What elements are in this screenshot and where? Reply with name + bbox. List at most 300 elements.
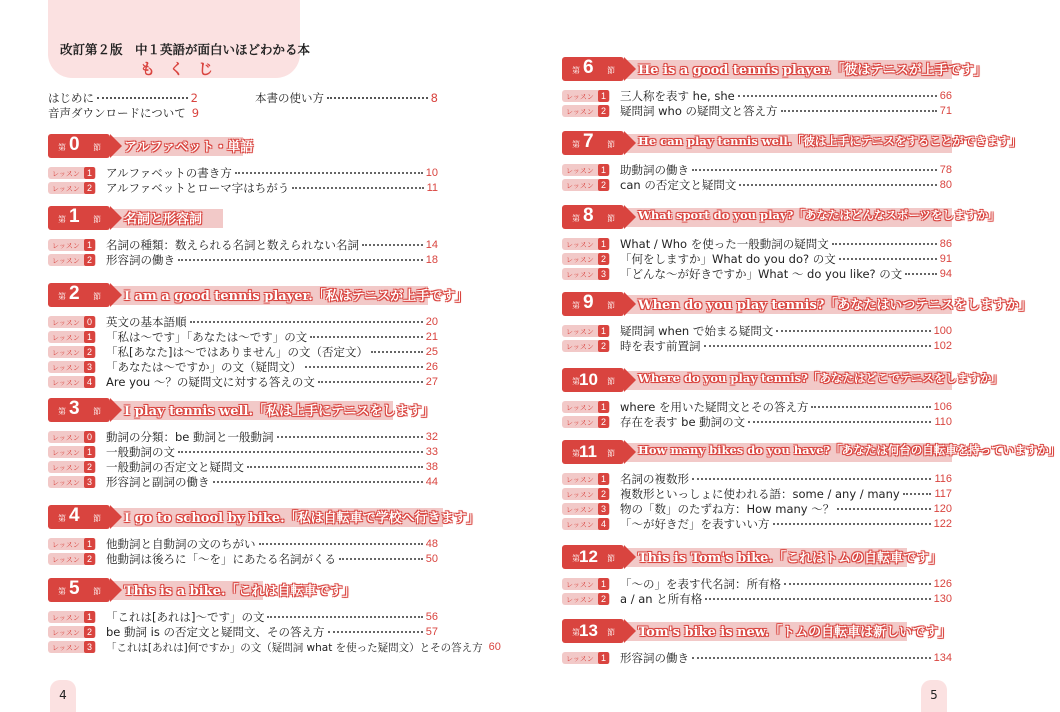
lesson-title: 「～が好きだ」を表すいい方 — [620, 517, 770, 531]
lesson-page: 116 — [934, 473, 952, 485]
lesson-number: 2 — [598, 105, 609, 117]
lesson-page: 11 — [426, 182, 438, 194]
lesson-badge — [562, 416, 610, 428]
lesson-number: 3 — [84, 361, 95, 373]
lesson-row[interactable] — [48, 552, 438, 566]
lesson-badge-label: レッスン — [52, 334, 80, 342]
leader-dots — [178, 259, 423, 261]
lesson-page: 120 — [933, 503, 952, 515]
section-header[interactable] — [48, 398, 438, 422]
lesson-badge-label: レッスン — [566, 167, 594, 175]
section-title: He is a good tennis player.「彼はテニスが上手です」 — [638, 63, 987, 78]
lesson-badge-label: レッスン — [566, 343, 594, 351]
lesson-page: 48 — [425, 538, 438, 550]
lesson-badge — [48, 553, 96, 565]
leader-dots — [277, 436, 423, 438]
lesson-page: 27 — [425, 376, 438, 388]
lesson-number: 1 — [598, 578, 609, 590]
lesson-badge-label: レッスン — [566, 256, 594, 264]
lesson-row[interactable] — [48, 330, 438, 344]
lesson-badge-label: レッスン — [566, 491, 594, 499]
leader-dots — [692, 478, 931, 480]
leader-dots — [190, 321, 423, 323]
page-number-right — [921, 680, 947, 712]
lesson-badge — [48, 461, 96, 473]
lesson-row[interactable] — [562, 487, 952, 501]
lesson-title: What / Who を使った一般動詞の疑問文 — [620, 237, 829, 251]
lesson-number: 1 — [84, 611, 95, 623]
section-title: 名詞と形容詞 — [124, 212, 203, 227]
lesson-row[interactable] — [48, 610, 438, 624]
lesson-row[interactable] — [562, 163, 952, 177]
lesson-badge — [48, 431, 96, 443]
leader-dots — [692, 169, 937, 171]
section-number: 4 — [69, 505, 80, 526]
section-badge-arrow — [110, 398, 122, 422]
section-number-badge — [562, 131, 624, 155]
entry-page: 2 — [190, 91, 198, 105]
lesson-number: 4 — [598, 518, 609, 530]
lesson-title: 「あなたは～ですか」の文（疑問文） — [106, 360, 302, 374]
lesson-title: 動詞の分類：be 動詞と一般動詞 — [106, 430, 274, 444]
section-badge-arrow — [110, 134, 122, 158]
lesson-page: 106 — [933, 401, 952, 413]
section-number: 2 — [69, 283, 80, 304]
lesson-title: a / an と所有格 — [620, 592, 703, 606]
section-number-badge — [48, 283, 110, 307]
leader-dots — [839, 258, 937, 260]
lesson-row[interactable] — [562, 89, 952, 103]
lesson-title: 「何をしますか」What do you do? の文 — [620, 252, 836, 266]
lesson-row[interactable] — [48, 640, 501, 654]
leader-dots — [903, 493, 932, 495]
lesson-row[interactable] — [48, 475, 438, 489]
toc-entry-hajimeni[interactable] — [48, 91, 198, 105]
book-title: 改訂第２版 中１英語が面白いほどわかる本 — [60, 42, 311, 57]
lesson-badge-label: レッスン — [566, 655, 594, 663]
lesson-badge — [562, 593, 610, 605]
page-number-right-text: 5 — [930, 688, 938, 702]
section-prefix: 第 — [572, 140, 580, 149]
lesson-row[interactable] — [48, 460, 438, 474]
lesson-title: 英文の基本語順 — [106, 315, 187, 329]
lesson-number: 1 — [84, 239, 95, 251]
lesson-badge-label: レッスン — [52, 364, 80, 372]
lesson-title: 助動詞の働き — [620, 163, 689, 177]
section-prefix: 第 — [572, 554, 580, 563]
lesson-badge-label: レッスン — [566, 93, 594, 101]
lesson-page: 56 — [425, 611, 438, 623]
lesson-page: 21 — [425, 331, 438, 343]
section-number-badge — [48, 134, 110, 158]
section-header[interactable] — [562, 205, 1000, 229]
lesson-page: 126 — [933, 578, 952, 590]
leader-dots — [247, 466, 423, 468]
section-number-badge — [48, 206, 110, 230]
lesson-page: 110 — [934, 416, 952, 428]
lesson-title: 名詞の種類：数えられる名詞と数えられない名詞 — [106, 238, 359, 252]
lesson-badge-label: レッスン — [52, 614, 80, 622]
leader-dots — [267, 616, 422, 618]
lesson-row[interactable] — [562, 502, 952, 516]
section-title: Tom's bike is new.「トムの自転車は新しいです」 — [638, 625, 952, 640]
lesson-badge-label: レッスン — [566, 108, 594, 116]
lesson-page: 102 — [933, 340, 952, 352]
section-title: I play tennis well.「私は上手にテニスをします」 — [124, 404, 435, 419]
lesson-badge — [48, 476, 96, 488]
lesson-row[interactable] — [48, 375, 438, 389]
section-number-badge — [562, 619, 624, 643]
section-number-badge — [562, 292, 624, 316]
lesson-page: 117 — [934, 488, 952, 500]
section-title: This is a bike.「これは自転車です」 — [124, 584, 356, 599]
section-suffix: 節 — [607, 301, 615, 310]
section-badge-arrow — [110, 206, 122, 230]
lesson-row[interactable] — [562, 252, 952, 266]
section-suffix: 節 — [93, 215, 101, 224]
lesson-row[interactable] — [562, 104, 952, 118]
lesson-title: can の否定文と疑問文 — [620, 178, 737, 192]
lesson-title: アルファベットとローマ字はちがう — [106, 181, 290, 195]
lesson-page: 18 — [425, 254, 438, 266]
section-header[interactable] — [48, 134, 438, 158]
leader-dots — [784, 583, 931, 585]
lesson-badge — [48, 641, 96, 653]
section-suffix: 節 — [93, 407, 101, 416]
section-number: 6 — [583, 57, 594, 78]
lesson-page: 100 — [933, 325, 952, 337]
lesson-badge-label: レッスン — [52, 349, 80, 357]
leader-dots — [362, 244, 423, 246]
lesson-badge — [48, 446, 96, 458]
section-number-badge — [562, 57, 624, 81]
lesson-row[interactable] — [562, 577, 952, 591]
section-suffix: 節 — [93, 514, 101, 523]
lesson-title: 「どんな～が好きですか」What ～ do you like? の文 — [620, 267, 903, 281]
section-header[interactable] — [48, 206, 438, 230]
lesson-badge-label: レッスン — [566, 596, 594, 604]
lesson-page: 44 — [425, 476, 438, 488]
page-number-left — [50, 680, 76, 712]
leader-dots — [235, 172, 423, 174]
lesson-badge — [562, 652, 610, 664]
entry-label: 音声ダウンロードについて — [48, 106, 186, 120]
toc-entry-audio[interactable] — [48, 106, 198, 120]
lesson-page: 130 — [933, 593, 952, 605]
lesson-number: 2 — [598, 416, 609, 428]
lesson-row[interactable] — [562, 472, 952, 486]
lesson-badge-label: レッスン — [566, 328, 594, 336]
section-suffix: 節 — [607, 628, 615, 637]
lesson-badge — [562, 518, 610, 530]
lesson-row[interactable] — [562, 178, 952, 192]
lesson-badge — [48, 167, 96, 179]
lesson-badge — [48, 361, 96, 373]
lesson-number: 2 — [84, 346, 95, 358]
lesson-number: 0 — [84, 316, 95, 328]
lesson-badge-label: レッスン — [52, 541, 80, 549]
section-prefix: 第 — [572, 377, 580, 386]
lesson-number: 1 — [84, 331, 95, 343]
leader-dots — [327, 97, 428, 99]
lesson-page: 38 — [425, 461, 438, 473]
lesson-number: 3 — [598, 268, 609, 280]
leader-dots — [97, 97, 188, 99]
lesson-title: 「これは[あれは]～です」の文 — [106, 610, 265, 624]
lesson-title: 形容詞の働き — [620, 651, 689, 665]
section-badge-arrow — [624, 292, 636, 316]
lesson-badge — [48, 331, 96, 343]
section-badge-arrow — [624, 545, 636, 569]
lesson-title: 疑問詞 who の疑問文と答え方 — [620, 104, 778, 118]
lesson-row[interactable] — [48, 360, 438, 374]
lesson-badge-label: レッスン — [52, 257, 80, 265]
lesson-number: 1 — [598, 164, 609, 176]
section-header[interactable] — [562, 292, 1032, 316]
lesson-title: 複数形といっしょに使われる語：some / any / many — [620, 487, 900, 501]
lesson-badge-label: レッスン — [566, 521, 594, 529]
lesson-title: 「～の」を表す代名詞：所有格 — [620, 577, 781, 591]
lesson-row[interactable] — [562, 237, 952, 251]
lesson-badge — [562, 268, 610, 280]
lesson-row[interactable] — [48, 445, 438, 459]
entry-page: 9 — [191, 106, 200, 120]
lesson-number: 2 — [598, 179, 609, 191]
lesson-badge-label: レッスン — [52, 464, 80, 472]
leader-dots — [776, 330, 930, 332]
lesson-row[interactable] — [48, 430, 438, 444]
section-badge-arrow — [624, 131, 636, 155]
lesson-number: 1 — [598, 652, 609, 664]
section-number-badge — [562, 440, 624, 464]
lesson-page: 60 — [488, 641, 501, 653]
leader-dots — [773, 523, 931, 525]
lesson-row[interactable] — [562, 339, 952, 353]
lesson-number: 1 — [84, 167, 95, 179]
lesson-title: 物の「数」のたずね方：How many ～？ — [620, 502, 835, 516]
lesson-row[interactable] — [562, 415, 952, 429]
lesson-page: 134 — [933, 652, 952, 664]
section-header[interactable] — [48, 505, 480, 529]
lesson-badge — [48, 626, 96, 638]
section-badge-arrow — [110, 578, 122, 602]
lesson-badge-label: レッスン — [52, 379, 80, 387]
leader-dots — [339, 558, 423, 560]
leader-dots — [318, 381, 423, 383]
section-title: What sport do you play?「あなたはどんなスポーツをしますか」 — [638, 208, 1000, 222]
leader-dots — [213, 481, 423, 483]
entry-label: 本書の使い方 — [255, 91, 324, 105]
lesson-badge — [48, 316, 96, 328]
section-header[interactable] — [562, 368, 1003, 392]
leader-dots — [905, 273, 936, 275]
section-number: 7 — [583, 131, 594, 152]
lesson-badge-label: レッスン — [566, 506, 594, 514]
lesson-row[interactable] — [562, 324, 952, 338]
leader-dots — [371, 351, 423, 353]
lesson-number: 2 — [84, 182, 95, 194]
lesson-number: 2 — [598, 488, 609, 500]
lesson-page: 80 — [939, 179, 952, 191]
section-title: I go to school by bike.「私は自転車で学校へ行きます」 — [124, 511, 480, 526]
lesson-number: 1 — [598, 401, 609, 413]
lesson-number: 1 — [598, 90, 609, 102]
lesson-title: be 動詞 is の否定文と疑問文、その答え方 — [106, 625, 325, 639]
leader-dots — [748, 421, 931, 423]
section-header[interactable] — [48, 578, 438, 602]
lesson-title: 形容詞の働き — [106, 253, 175, 267]
lesson-title: 形容詞と副詞の働き — [106, 475, 210, 489]
lesson-badge-label: レッスン — [566, 581, 594, 589]
lesson-row[interactable] — [562, 592, 952, 606]
leader-dots — [837, 508, 930, 510]
section-number-badge — [48, 398, 110, 422]
section-number: 11 — [579, 442, 597, 461]
lesson-title: 他動詞と自動詞の文のちがい — [106, 537, 256, 551]
lesson-badge — [562, 473, 610, 485]
page-number-left-text: 4 — [59, 688, 67, 702]
section-number: 12 — [579, 547, 598, 566]
lesson-title: 一般動詞の文 — [106, 445, 175, 459]
lesson-badge-label: レッスン — [566, 476, 594, 484]
lesson-number: 1 — [598, 238, 609, 250]
section-header[interactable] — [562, 619, 952, 643]
section-suffix: 節 — [607, 554, 615, 563]
lesson-badge — [562, 90, 610, 102]
lesson-badge — [48, 254, 96, 266]
section-header[interactable] — [562, 57, 987, 81]
section-suffix: 節 — [607, 377, 615, 386]
toc-entry-usage[interactable] — [255, 91, 438, 105]
lesson-badge — [48, 538, 96, 550]
leader-dots — [178, 451, 423, 453]
lesson-row[interactable] — [48, 181, 438, 195]
lesson-page: 122 — [933, 518, 952, 530]
leader-dots — [328, 631, 423, 633]
leader-dots — [259, 543, 423, 545]
lesson-number: 2 — [598, 253, 609, 265]
section-badge-arrow — [110, 283, 122, 307]
lesson-badge-label: レッスン — [52, 644, 80, 652]
lesson-number: 2 — [598, 593, 609, 605]
lesson-page: 91 — [939, 253, 952, 265]
lesson-row[interactable] — [562, 267, 952, 281]
section-suffix: 節 — [93, 143, 101, 152]
lesson-row[interactable] — [48, 166, 438, 180]
section-number-badge — [48, 505, 110, 529]
section-title: Where do you play tennis?「あなたはどこでテニスをしますか」 — [638, 371, 1003, 385]
lesson-row[interactable] — [48, 253, 438, 267]
section-prefix: 第 — [572, 214, 580, 223]
lesson-badge — [562, 488, 610, 500]
section-suffix: 節 — [93, 292, 101, 301]
leader-dots — [811, 406, 930, 408]
lesson-row[interactable] — [48, 625, 438, 639]
section-suffix: 節 — [607, 214, 615, 223]
section-header[interactable] — [562, 131, 1022, 155]
lesson-page: 32 — [425, 431, 438, 443]
lesson-badge-label: レッスン — [566, 271, 594, 279]
lesson-title: 「私[あなた]は～ではありません」の文（否定文） — [106, 345, 368, 359]
section-prefix: 第 — [58, 407, 66, 416]
lesson-badge — [48, 182, 96, 194]
section-suffix: 節 — [607, 140, 615, 149]
lesson-row[interactable] — [48, 315, 438, 329]
leader-dots — [704, 345, 931, 347]
section-header[interactable] — [562, 440, 1060, 464]
lesson-badge — [562, 578, 610, 590]
lesson-title: 「私は～です」「あなたは～です」の文 — [106, 330, 308, 344]
lesson-number: 1 — [84, 446, 95, 458]
lesson-page: 26 — [425, 361, 438, 373]
lesson-row[interactable] — [562, 651, 952, 665]
section-number: 9 — [583, 292, 594, 313]
section-prefix: 第 — [58, 514, 66, 523]
entry-page: 8 — [430, 91, 438, 105]
lesson-row[interactable] — [562, 517, 952, 531]
section-number: 0 — [69, 134, 80, 155]
leader-dots — [832, 243, 937, 245]
lesson-badge-label: レッスン — [52, 319, 80, 327]
lesson-row[interactable] — [48, 537, 438, 551]
lesson-page: 50 — [425, 553, 438, 565]
lesson-row[interactable] — [48, 238, 438, 252]
leader-dots — [305, 366, 423, 368]
lesson-page: 10 — [425, 167, 438, 179]
leader-dots — [705, 598, 930, 600]
lesson-badge — [48, 239, 96, 251]
lesson-badge — [48, 611, 96, 623]
section-header[interactable] — [48, 283, 469, 307]
lesson-number: 3 — [84, 476, 95, 488]
section-suffix: 節 — [607, 449, 615, 458]
lesson-row[interactable] — [562, 400, 952, 414]
lesson-title: 「これは[あれは]何ですか」の文（疑問詞 what を使った疑問文）とその答え方 — [106, 641, 483, 654]
lesson-number: 0 — [84, 431, 95, 443]
lesson-row[interactable] — [48, 345, 438, 359]
section-prefix: 第 — [572, 66, 580, 75]
lesson-title: 名詞の複数形 — [620, 472, 689, 486]
lesson-title: 一般動詞の否定文と疑問文 — [106, 460, 244, 474]
lesson-badge-label: レッスン — [566, 182, 594, 190]
leader-dots — [781, 110, 937, 112]
lesson-page: 25 — [425, 346, 438, 358]
lesson-number: 2 — [84, 626, 95, 638]
lesson-badge-label: レッスン — [52, 629, 80, 637]
section-header[interactable] — [562, 545, 952, 569]
lesson-badge — [562, 238, 610, 250]
lesson-page: 66 — [939, 90, 952, 102]
leader-dots — [692, 657, 931, 659]
toc-title: もくじ — [140, 60, 228, 78]
lesson-page: 14 — [425, 239, 438, 251]
section-title: He can play tennis well.「彼は上手にテニスをすることができます」 — [638, 134, 1022, 148]
lesson-badge — [48, 346, 96, 358]
lesson-number: 4 — [84, 376, 95, 388]
lesson-page: 78 — [939, 164, 952, 176]
lesson-title: アルファベットの書き方 — [106, 166, 232, 180]
section-prefix: 第 — [58, 292, 66, 301]
lesson-badge-label: レッスン — [566, 404, 594, 412]
lesson-badge — [48, 376, 96, 388]
section-number-badge — [562, 205, 624, 229]
section-number: 8 — [583, 205, 594, 226]
section-prefix: 第 — [572, 301, 580, 310]
lesson-number: 1 — [598, 325, 609, 337]
lesson-number: 2 — [84, 461, 95, 473]
lesson-page: 57 — [425, 626, 438, 638]
section-badge-arrow — [624, 619, 636, 643]
